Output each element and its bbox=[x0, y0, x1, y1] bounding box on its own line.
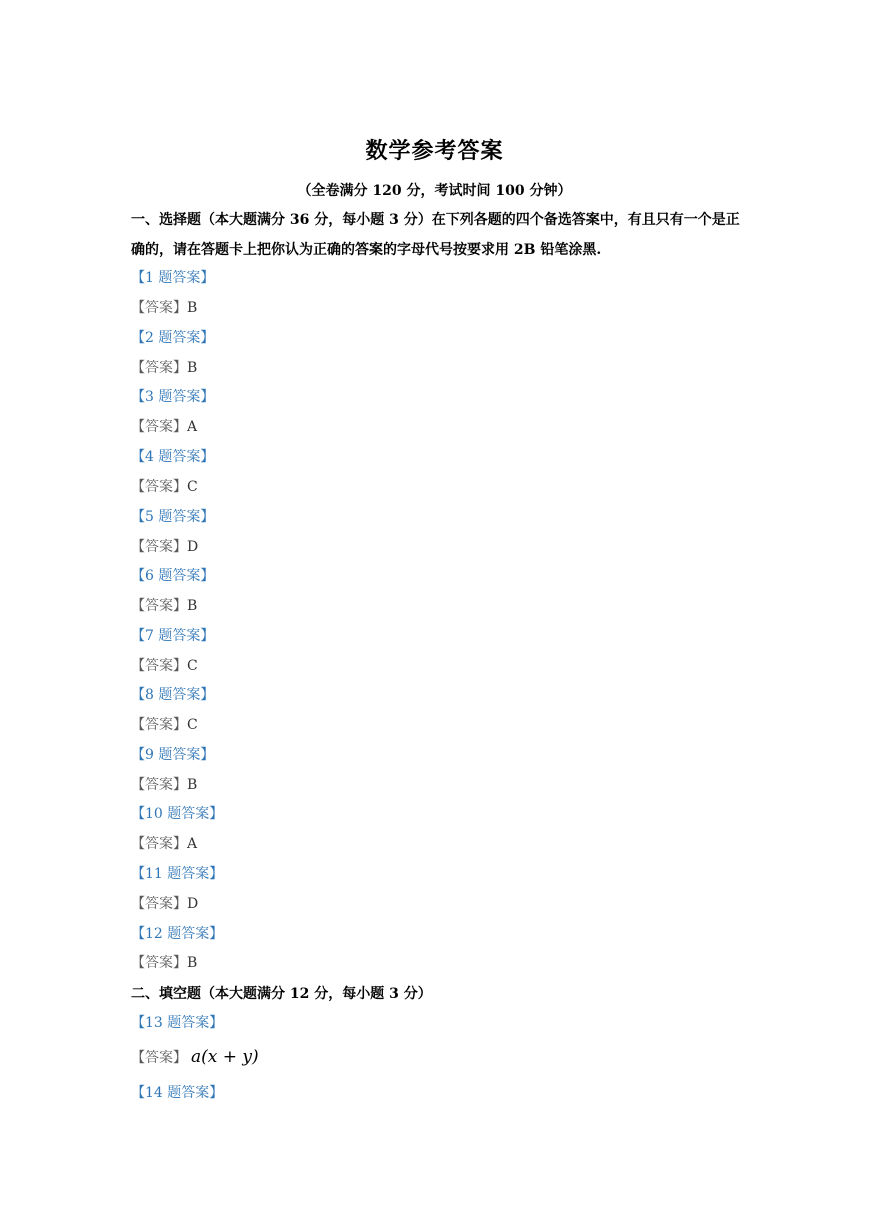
question-label: 【10 题答案】 bbox=[131, 806, 224, 822]
page-title: 数学参考答案 bbox=[365, 138, 504, 164]
question-label: 【2 题答案】 bbox=[131, 330, 215, 346]
answer-line: 【答案】C bbox=[131, 658, 198, 674]
question-label: 【5 题答案】 bbox=[131, 509, 215, 525]
answer-line: 【答案】A bbox=[131, 836, 198, 852]
question-label: 【1 题答案】 bbox=[131, 270, 215, 286]
question-label: 【14 题答案】 bbox=[131, 1085, 224, 1101]
answer-line: 【答案】D bbox=[131, 896, 199, 912]
question-label: 【8 题答案】 bbox=[131, 687, 215, 703]
answer-line: 【答案】B bbox=[131, 955, 198, 971]
question-label: 【3 题答案】 bbox=[131, 389, 215, 405]
answer-line: 【答案】D bbox=[131, 539, 199, 555]
answer-line: 【答案】B bbox=[131, 360, 198, 376]
answer-line: 【答案】B bbox=[131, 300, 198, 316]
question-label: 【6 题答案】 bbox=[131, 568, 215, 584]
section-2-heading: 二、填空题（本大题满分 12 分，每小题 3 分） bbox=[131, 986, 432, 1002]
math-expression: a(x + y) bbox=[191, 1047, 259, 1067]
answer-line: 【答案】C bbox=[131, 717, 198, 733]
question-label: 【12 题答案】 bbox=[131, 926, 224, 942]
section-1-heading: 一、选择题（本大题满分 36 分，每小题 3 分）在下列各题的四个备选答案中，有且只有一个是正确的，请在答题卡上把你认为正确的答案的字母代号按要求用 2B 铅笔涂黑. bbox=[131, 212, 740, 258]
question-label: 【9 题答案】 bbox=[131, 747, 215, 763]
answer-line: 【答案】B bbox=[131, 777, 198, 793]
page-subtitle: （全卷满分 120 分，考试时间 100 分钟） bbox=[297, 183, 572, 199]
question-label: 【13 题答案】 bbox=[131, 1015, 224, 1031]
answer-line: 【答案】B bbox=[131, 598, 198, 614]
answer-line: 【答案】C bbox=[131, 479, 198, 495]
question-label: 【7 题答案】 bbox=[131, 628, 215, 644]
answer-line: 【答案】 a(x + y) bbox=[131, 1047, 259, 1067]
question-label: 【11 题答案】 bbox=[131, 866, 224, 882]
question-label: 【4 题答案】 bbox=[131, 449, 215, 465]
answer-line: 【答案】A bbox=[131, 419, 198, 435]
